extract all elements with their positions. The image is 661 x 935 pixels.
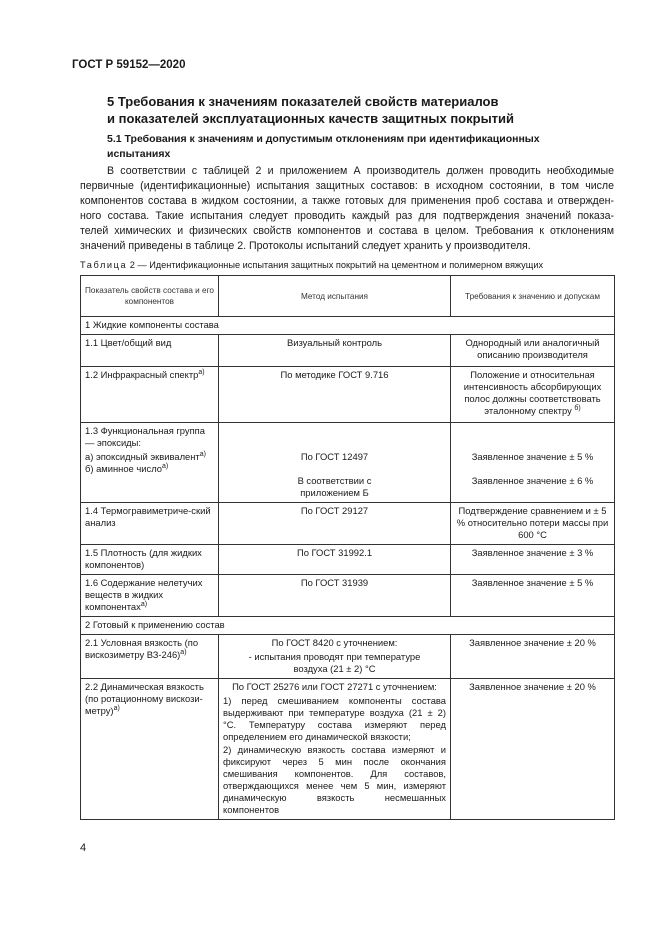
document-header: ГОСТ Р 59152—2020 [72, 59, 186, 71]
property-cell: 1.5 Плотность (для жидких компонентов) [81, 545, 219, 575]
property-item [85, 463, 214, 475]
method-cell: По ГОСТ 29127 [219, 503, 451, 545]
footnote-mark: б) [574, 405, 581, 412]
property-text: 1.6 Содержание нелетучих веществ в жидких компонентах [85, 577, 203, 612]
table-row [81, 635, 615, 679]
footnote-mark: а) [180, 649, 187, 656]
requirement-cell: Заявленное значение ± 20 % [451, 679, 615, 820]
requirement-cell [451, 367, 615, 423]
requirement-cell: Заявленное значение ± 3 % [451, 545, 615, 575]
requirement-cell: Заявленное значение ± 5 % [451, 575, 615, 617]
method-cell: По методике ГОСТ 9.716 [219, 367, 451, 423]
identification-tests-table [80, 275, 615, 820]
property-text: 1.3 Функциональная группа — эпоксиды: [85, 425, 205, 448]
paragraph-line: компонентов состава в жидком состоянии, а также готовых для применения проб состава и отвержден- [80, 195, 614, 207]
property-item [85, 451, 214, 463]
column-header: Показатель свойств состава и его компонентов [81, 276, 219, 317]
property-cell [81, 575, 219, 617]
property-cell [81, 679, 219, 820]
section-cell: 2 Готовый к применению состав [81, 617, 615, 635]
method-cell [219, 423, 451, 503]
requirement-cell: Подтверждение сравнением и ± 5 % относительно потери массы при 600 °С [451, 503, 615, 545]
table-caption [80, 260, 543, 270]
requirement-text: Заявленное значение ± 6 % [471, 475, 594, 486]
paragraph-line: значений приведены в таблице 2. Протоколы испытаний следует хранить у производителя. [80, 240, 531, 252]
method-cell [219, 679, 451, 820]
method-cell: Визуальный контроль [219, 335, 451, 367]
method-text: По ГОСТ 25276 или ГОСТ 27271 с уточнением: [232, 681, 437, 692]
table-caption-label: Таблица [80, 260, 128, 270]
table-row [81, 503, 615, 545]
footnote-mark: а) [198, 369, 205, 376]
footnote-mark: а) [140, 601, 148, 608]
method-text: - испытания проводят при температуре воздуха (21 ± 2) °С [248, 651, 421, 674]
column-header: Метод испытания [219, 276, 451, 317]
table-row [81, 423, 615, 503]
property-text: 2.2 Динамическая вязкость (по ротационному вискози-метру) [85, 681, 204, 716]
method-text: В соответствии с приложением Б [297, 475, 372, 498]
property-cell: 1.4 Термогравиметриче-ский анализ [81, 503, 219, 545]
body-paragraph [80, 164, 614, 254]
requirement-cell: Однородный или аналогичный описанию производителя [451, 335, 615, 367]
section-cell: 1 Жидкие компоненты состава [81, 317, 615, 335]
property-text: а) эпоксидный эквивалент [85, 451, 200, 462]
table-row [81, 335, 615, 367]
section-heading-line: 5 Требования к значениям показателей свойств материалов [107, 94, 499, 109]
method-text: По ГОСТ 8420 с уточнением: [271, 637, 398, 648]
paragraph-line: ного состава. Такие испытания следует проводить каждый раз для подтверждения значений показа- [80, 210, 614, 222]
section-heading-line: и показателей эксплуатационных качеств защитных покрытий [107, 111, 515, 126]
requirement-text: Положение и относительная интенсивность абсорбирующих полос должны соответствовать эталонному спектру [463, 369, 602, 416]
property-text: б) аминное число [85, 463, 162, 474]
method-cell: По ГОСТ 31992.1 [219, 545, 451, 575]
table-row [81, 575, 615, 617]
method-cell [219, 635, 451, 679]
paragraph-line: первичные (идентификационные) испытания защитных составов: в исходном состоянии, в том числе [80, 180, 614, 192]
subsection-heading [107, 132, 607, 162]
requirement-cell: Заявленное значение ± 20 % [451, 635, 615, 679]
table-row [81, 545, 615, 575]
property-text: 2.1 Условная вязкость (по вискозиметру ВЗ-246) [85, 637, 199, 660]
property-cell: 1.1 Цвет/общий вид [81, 335, 219, 367]
section-row [81, 317, 615, 335]
property-cell [81, 367, 219, 423]
requirement-cell [451, 423, 615, 503]
table-row [81, 367, 615, 423]
table-header-row [81, 276, 615, 317]
table-row [81, 679, 615, 820]
footnote-mark: а) [161, 463, 169, 470]
section-row [81, 617, 615, 635]
page-number: 4 [80, 842, 87, 854]
table-caption-text: 2 — Идентификационные испытания защитных покрытий на цементном и полимерном вяжущих [127, 260, 544, 270]
subsection-heading-line: испытаниях [107, 148, 171, 160]
column-header: Требования к значению и допускам [451, 276, 615, 317]
footnote-mark: а) [199, 451, 206, 458]
method-cell: По ГОСТ 31939 [219, 575, 451, 617]
property-cell [81, 423, 219, 503]
property-cell [81, 635, 219, 679]
paragraph-line: телей химических и физических свойств компонентов и состава в целом. Требования к отклонениям [80, 225, 614, 237]
method-text: 1) перед смешиванием компоненты состава выдерживают при температуре воздуха (21 ± 2) °С. Температуру состава измеряют перед определением его динамической вязкости; [223, 695, 446, 742]
requirement-text: Заявленное значение ± 5 % [471, 451, 594, 462]
property-text: 1.2 Инфракрасный спектр [85, 369, 199, 380]
method-text: 2) динамическую вязкость состава измеряют и фиксируют через 5 мин после окончания смешивания компонентов. Для составов, отверждающихся менее чем 5 мин, измеряют динамическую вязкость несмешанных компонентов [223, 744, 446, 815]
footnote-mark: а) [113, 705, 120, 712]
method-text: По ГОСТ 12497 [300, 451, 369, 462]
subsection-heading-line: 5.1 Требования к значениям и допустимым отклонениям при идентификационных [107, 133, 540, 145]
paragraph-line: В соответствии с таблицей 2 и приложением А производитель должен проводить необходимые [107, 165, 614, 177]
section-heading [107, 93, 577, 127]
